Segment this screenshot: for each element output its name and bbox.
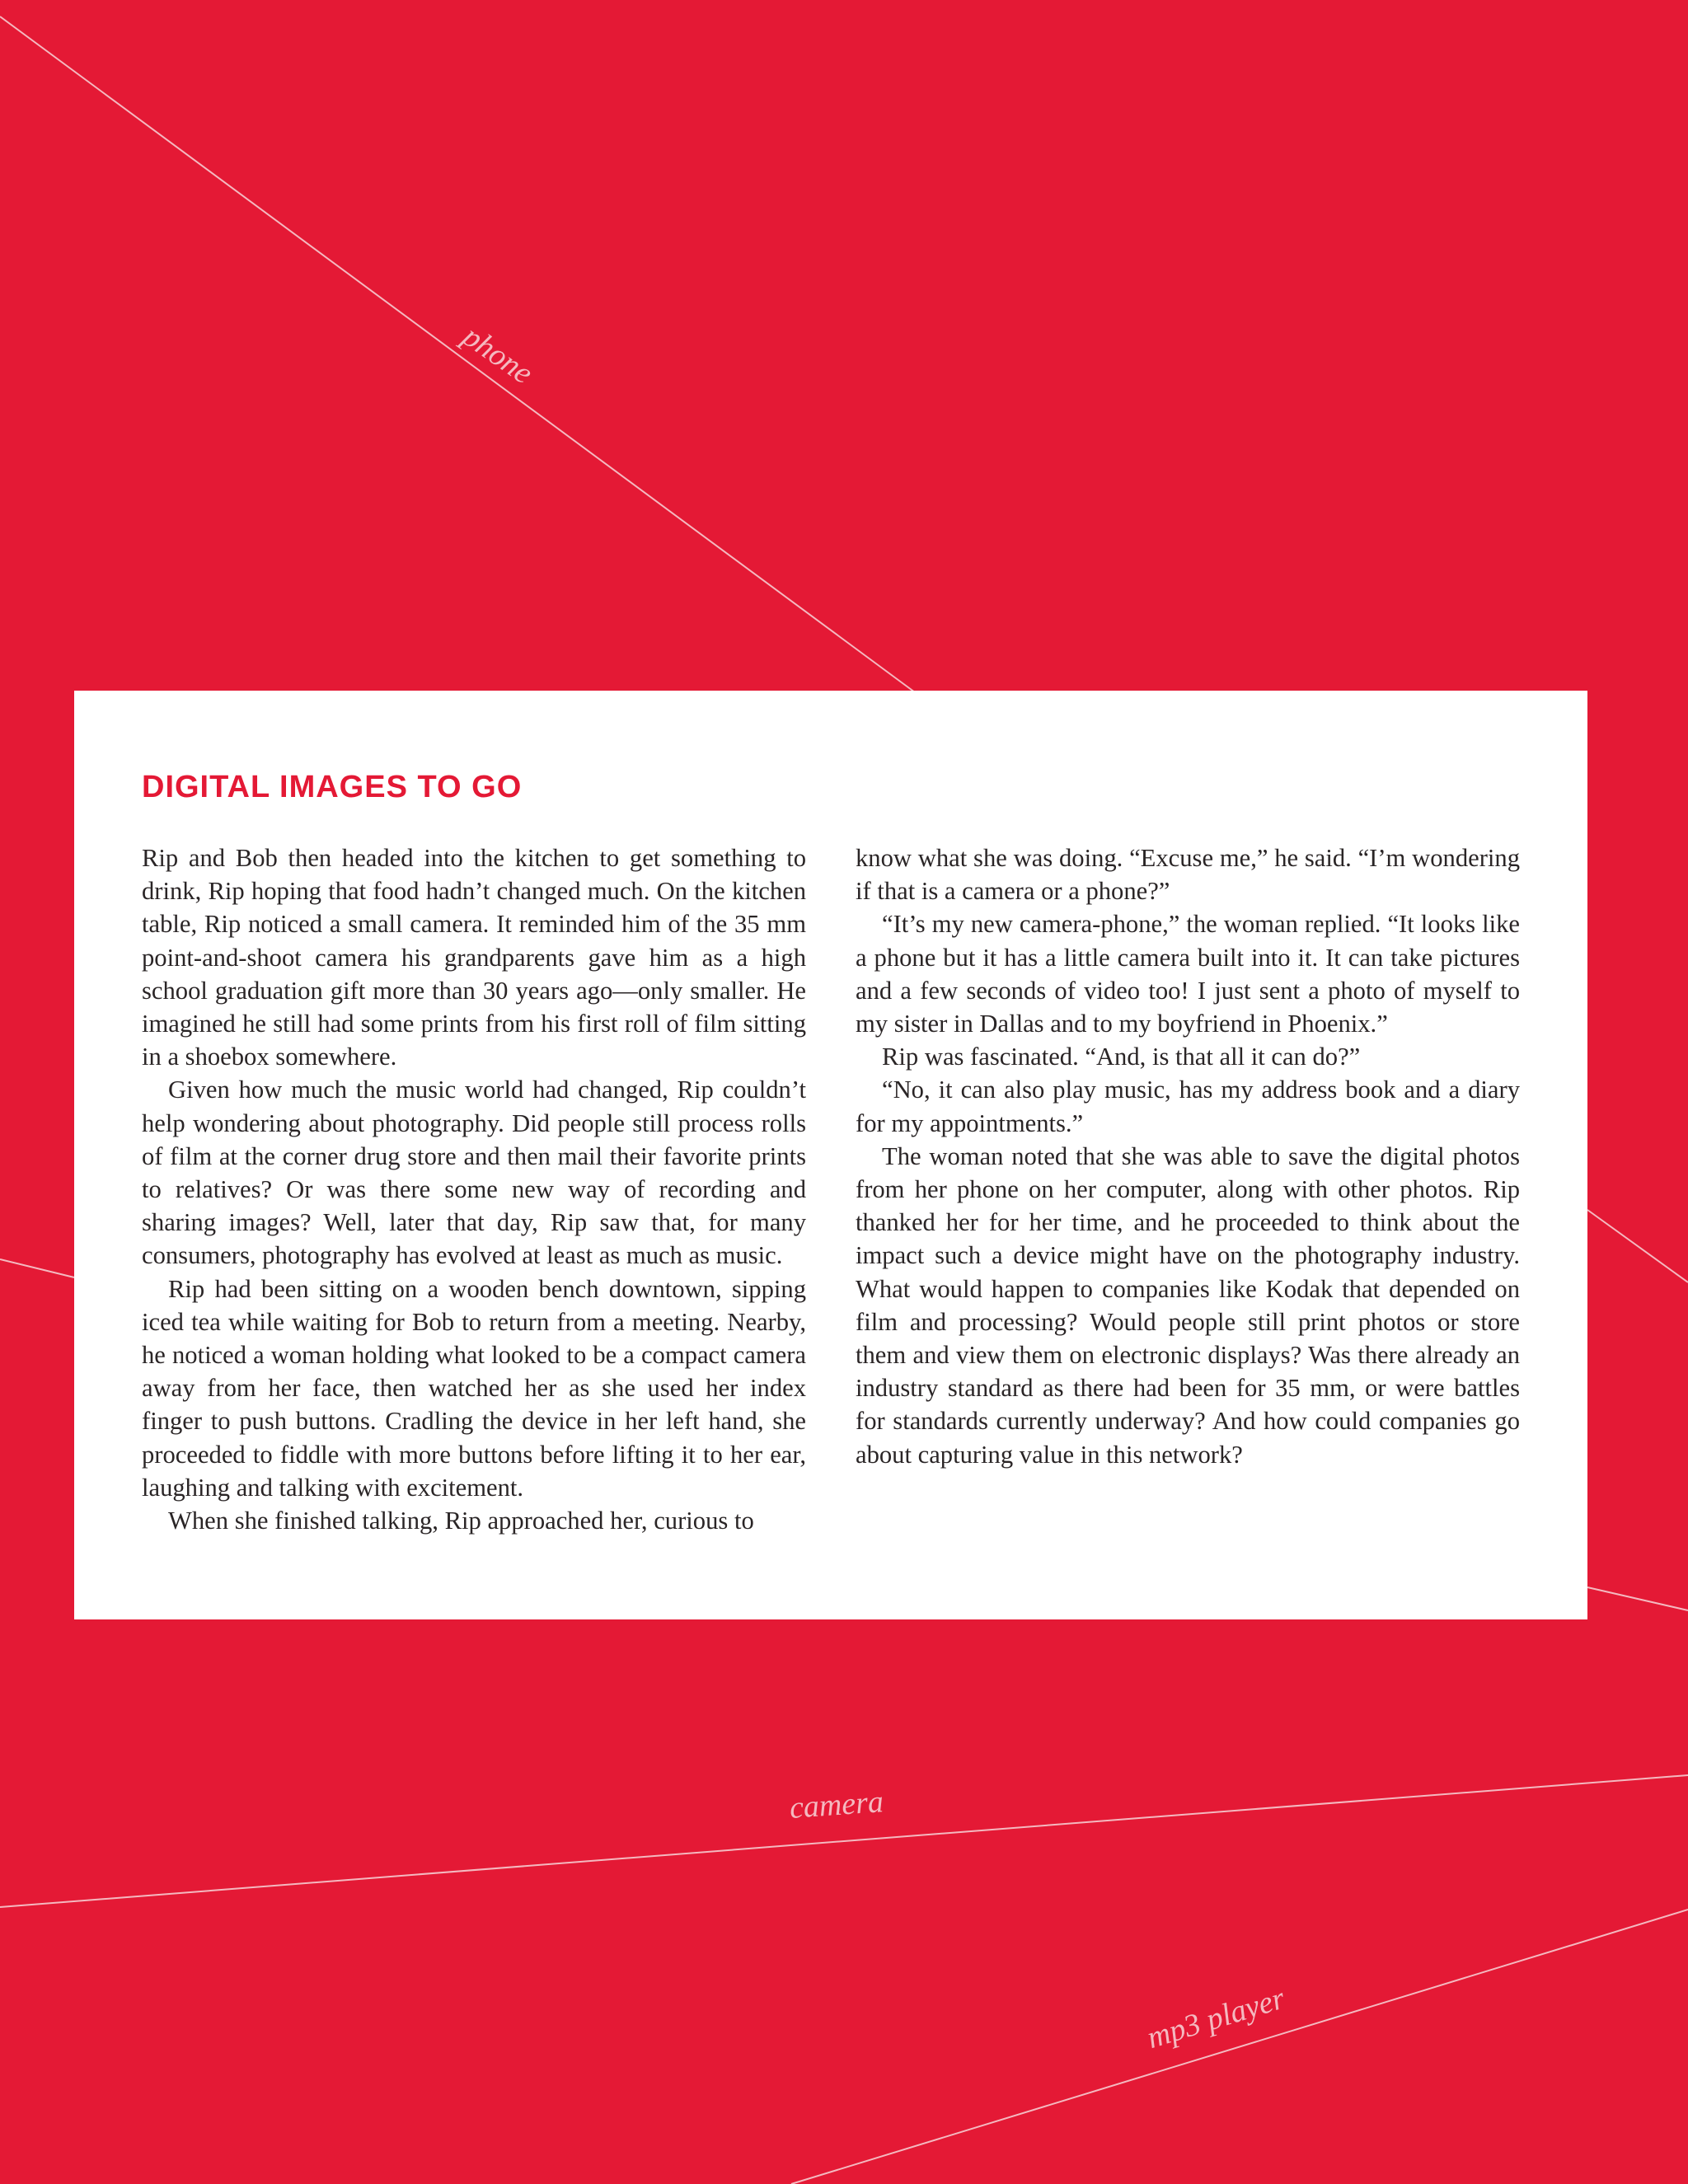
paragraph: “It’s my new camera-phone,” the woman replied. “It looks like a phone but it has a little camera built into it. It can take pictures and a few seconds of video too! I just sent a photo of myself to my sister in Dallas and to my boyfriend in Phoenix.”: [856, 910, 1520, 1038]
sidebar-panel: [74, 691, 1587, 1619]
network-line-right-lower: [1587, 1587, 1688, 1610]
network-line-mp3: [791, 1910, 1688, 2184]
network-line-right-upper: [1587, 1210, 1688, 1282]
phone-line-label: phone: [456, 318, 540, 391]
paragraph: Rip and Bob then headed into the kitchen to get something to drink, Rip hoping that food hadn’t changed much. On the kitchen table, Rip noticed a small camera. It reminded him of the 35 mm point-and-shoot camera his grandparents gave him as a high school graduation gift more than 30 years ago—only smaller. He imagined he still had some prints from his first roll of film sitting in a shoebox somewhere.: [142, 844, 806, 1071]
paragraph: The woman noted that she was able to save the digital photos from her phone on her computer, along with other photos. Rip thanked her for her time, and he proceeded to think about the impact such a device might have on the photography industry. What would happen to companies like Kodak that depended on film and processing? Would people still print photos or store them and view them on electronic displays? Was there already an industry standard as there had been for 35 mm, or were battles for standards currently underway? And how could companies go about capturing value in this network?: [856, 1141, 1520, 1469]
network-line-left-stub: [0, 1259, 74, 1277]
paragraph: “No, it can also play music, has my address book and a diary for my appointments.”: [856, 1076, 1520, 1137]
camera-line-label: camera: [788, 1784, 885, 1825]
paragraph: Rip was fascinated. “And, is that all it can do?”: [882, 1043, 1361, 1071]
left-column: [142, 841, 806, 1537]
sidebar-columns: [142, 841, 1520, 1537]
network-line-phone: [0, 16, 915, 692]
paragraph: When she finished talking, Rip approached her, curious to: [168, 1507, 754, 1535]
paragraph: Given how much the music world had changed, Rip couldn’t help wondering about photography. Did people still process rolls of film at the corner drug store and then mail their favorite prints to relatives? Or was there some new way of recording and sharing images? Well, later that day, Rip saw that, for many consumers, photography has evolved at least as much as music.: [142, 1076, 806, 1270]
paragraph: Rip had been sitting on a wooden bench downtown, sipping iced tea while waiting for Bob to return from a meeting. Nearby, he noticed a woman holding what looked to be a compact camera away from her face, then watched her as she used her index finger to push buttons. Cradling the device in her left hand, she proceeded to fiddle with more buttons before lifting it to her ear, laughing and talking with excitement.: [142, 1274, 806, 1502]
mp3-player-line-label: mp3 player: [1142, 1980, 1289, 2056]
paragraph: know what she was doing. “Excuse me,” he said. “I’m wondering if that is a camera or a phone?”: [856, 844, 1520, 906]
right-column: [856, 841, 1520, 1537]
sidebar-title: DIGITAL IMAGES TO GO: [142, 770, 523, 804]
